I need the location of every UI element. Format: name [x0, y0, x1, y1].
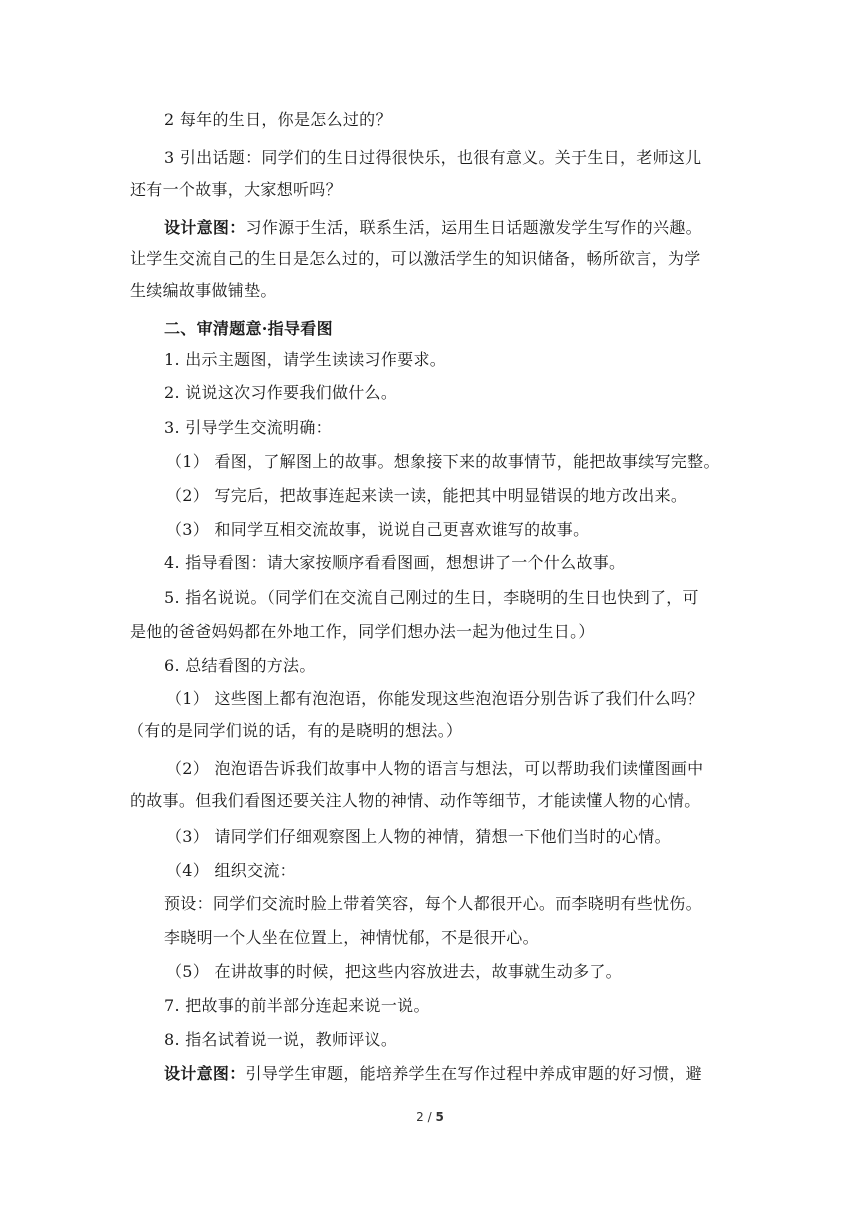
- text-line: [128, 721, 462, 741]
- text-line: [166, 689, 703, 709]
- design-intent-label: 设计意图：: [164, 218, 246, 237]
- text-line: [166, 520, 589, 540]
- line-text: 2. 说说这次习作要我们做什么。: [164, 383, 398, 402]
- line-text: （3） 请同学们仔细观察图上人物的神情，猜想一下他们当时的心情。: [166, 827, 671, 846]
- current-page: 2: [416, 1110, 424, 1124]
- text-line: [164, 553, 625, 573]
- line-text: 的故事。但我们看图还要关注人物的神情、动作等细节，才能读懂人物的心情。: [130, 791, 701, 810]
- text-line: [166, 861, 296, 881]
- line-text: 预设：同学们交流时脸上带着笑容，每个人都很开心。而李晓明有些忧伤。: [164, 894, 702, 913]
- text-line: [166, 962, 622, 982]
- line-text: 李晓明一个人坐在位置上，神情忧郁，不是很开心。: [164, 928, 539, 947]
- line-text: （5） 在讲故事的时候，把这些内容放进去，故事就生动多了。: [166, 962, 622, 981]
- text-line: [130, 180, 342, 200]
- text-line: [166, 486, 687, 506]
- line-text: （有的是同学们说的话，有的是晓明的想法。）: [128, 721, 463, 740]
- line-text: 6. 总结看图的方法。: [164, 656, 316, 675]
- line-text: 5. 指名说说。（同学们在交流自己刚过的生日，李晓明的生日也快到了，可: [164, 588, 699, 607]
- line-text: （1） 看图，了解图上的故事。想象接下来的故事情节，能把故事续写完整。: [166, 452, 720, 471]
- line-text: （4） 组织交流：: [166, 861, 296, 880]
- design-intent-line: [164, 218, 702, 238]
- text-line: [166, 827, 671, 847]
- text-line: [164, 418, 332, 438]
- line-text: 2 每年的生日，你是怎么过的？: [164, 110, 392, 129]
- text-line: [164, 350, 446, 370]
- design-intent-label: 设计意图：: [164, 1064, 246, 1083]
- text-line: [130, 622, 595, 642]
- line-text: 还有一个故事，大家想听吗？: [130, 180, 342, 199]
- text-line: [164, 1030, 397, 1050]
- line-text: 引导学生审题，能培养学生在写作过程中养成审题的好习惯，避: [245, 1064, 702, 1083]
- line-text: （3） 和同学互相交流故事，说说自己更喜欢谁写的故事。: [166, 520, 590, 539]
- line-text: 7. 把故事的前半部分连起来说一说。: [164, 996, 430, 1015]
- text-line: [164, 110, 392, 130]
- line-text: 3 引出话题：同学们的生日过得很快乐，也很有意义。关于生日，老师这儿: [164, 148, 702, 167]
- page-number: [0, 1110, 860, 1124]
- line-text: 8. 指名试着说一说，教师评议。: [164, 1030, 398, 1049]
- line-text: 让学生交流自己的生日是怎么过的，可以激活学生的知识储备，畅所欲言，为学: [130, 249, 701, 268]
- page-separator: /: [423, 1110, 436, 1124]
- line-text: 习作源于生活，联系生活，运用生日话题激发学生写作的兴趣。: [245, 218, 702, 237]
- text-line: [164, 928, 539, 948]
- line-text: 4. 指导看图：请大家按顺序看看图画，想想讲了一个什么故事。: [164, 553, 626, 572]
- line-text: 是他的爸爸妈妈都在外地工作，同学们想办法一起为他过生日。）: [130, 622, 595, 641]
- section-heading: [164, 319, 333, 339]
- text-line: [166, 452, 720, 472]
- text-line: [130, 249, 701, 269]
- heading-text: 二、审清题意·指导看图: [164, 319, 333, 338]
- text-line: [164, 588, 699, 608]
- text-line: [130, 281, 277, 301]
- text-line: [164, 383, 397, 403]
- line-text: （1） 这些图上都有泡泡语，你能发现这些泡泡语分别告诉了我们什么吗？: [166, 689, 704, 708]
- text-line: [166, 759, 703, 779]
- text-line: [164, 148, 701, 168]
- line-text: 3. 引导学生交流明确：: [164, 418, 332, 437]
- text-line: [164, 656, 316, 676]
- text-line: [164, 996, 430, 1016]
- total-pages: 5: [435, 1110, 444, 1124]
- line-text: 生续编故事做铺垫。: [130, 281, 277, 300]
- design-intent-line: [164, 1064, 702, 1084]
- line-text: （2） 写完后，把故事连起来读一读，能把其中明显错误的地方改出来。: [166, 486, 688, 505]
- line-text: 1. 出示主题图，请学生读读习作要求。: [164, 350, 447, 369]
- text-line: [130, 791, 701, 811]
- text-line: [164, 894, 702, 914]
- line-text: （2） 泡泡语告诉我们故事中人物的语言与想法，可以帮助我们读懂图画中: [166, 759, 704, 778]
